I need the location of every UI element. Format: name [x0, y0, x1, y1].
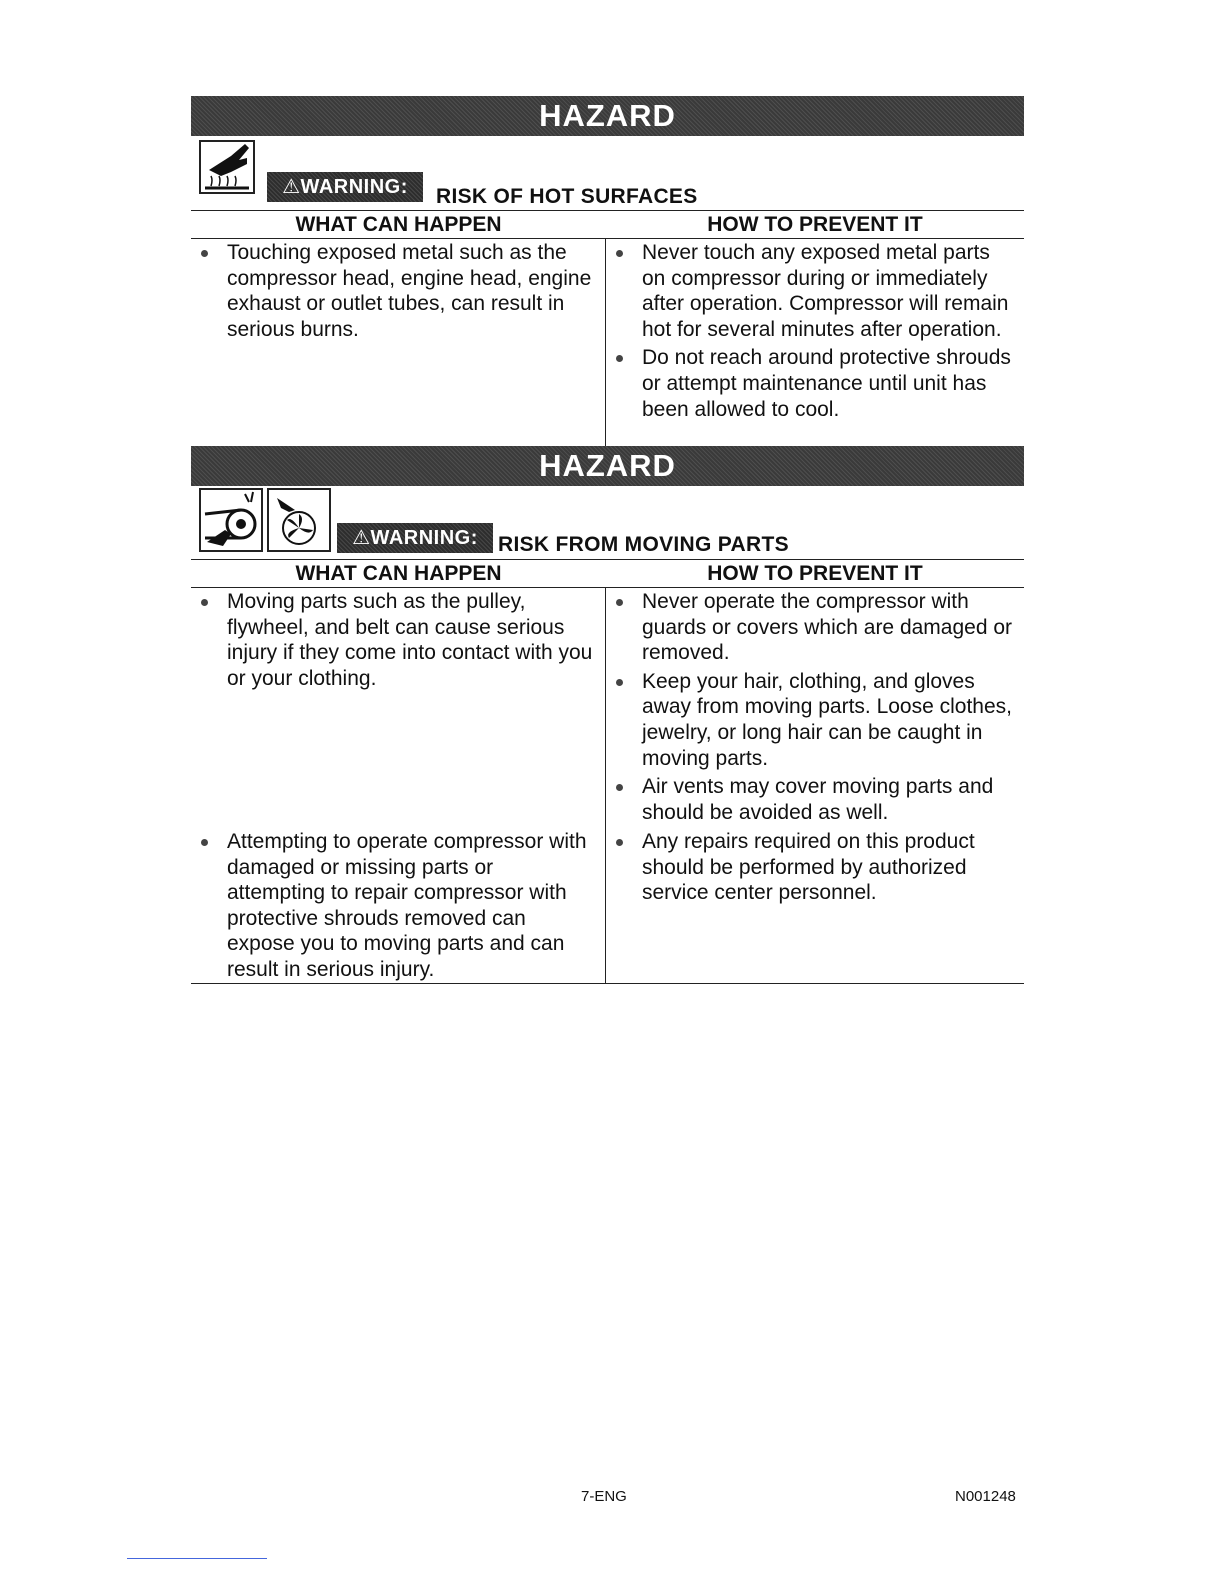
- risk-title: RISK OF HOT SURFACES: [436, 185, 698, 208]
- risk-title: RISK FROM MOVING PARTS: [498, 533, 789, 556]
- what-can-happen-cell: [191, 240, 596, 345]
- hazard-table: [191, 210, 1024, 450]
- list-item: Touching exposed metal such as the compressor head, engine head, engine exhaust or outlet tubes, can result in serious burns.: [191, 240, 596, 342]
- hazard-banner: HAZARD: [191, 446, 1024, 486]
- list-item: Attempting to operate compressor with damaged or missing parts or attempting to repair compressor with protective shrouds removed can expose you to moving parts and can result in serious injury.: [191, 829, 596, 983]
- divider: [127, 1558, 267, 1559]
- list-item: Never touch any exposed metal parts on compressor during or immediately after operation. Compressor will remain hot for several minutes after operation.: [606, 240, 1016, 342]
- warning-badge: ⚠WARNING:: [267, 172, 423, 202]
- col-header-how-to-prevent: HOW TO PREVENT IT: [707, 213, 923, 236]
- hot-surface-hand-icon: [199, 140, 255, 194]
- warning-badge: ⚠WARNING:: [337, 523, 493, 553]
- warning-row: [191, 140, 1024, 210]
- list-item: Air vents may cover moving parts and should be avoided as well.: [606, 774, 1016, 825]
- belt-pulley-hand-icon: [199, 488, 263, 552]
- how-to-prevent-cell: [606, 589, 1016, 828]
- what-can-happen-cell: [191, 589, 596, 694]
- hazard-table: [191, 559, 1024, 984]
- how-to-prevent-cell: [606, 829, 1016, 909]
- list-item: Keep your hair, clothing, and gloves away from moving parts. Loose clothes, jewelry, or long hair can be caught in moving parts.: [606, 669, 1016, 771]
- page-number: 7-ENG: [581, 1488, 627, 1505]
- what-can-happen-cell: [191, 829, 596, 986]
- fan-hand-icon: [267, 488, 331, 552]
- col-header-what-can-happen: WHAT CAN HAPPEN: [295, 213, 502, 236]
- how-to-prevent-cell: [606, 240, 1016, 425]
- col-header-what-can-happen: WHAT CAN HAPPEN: [295, 562, 502, 585]
- warning-row: [191, 488, 1024, 560]
- list-item: Any repairs required on this product should be performed by authorized service center personnel.: [606, 829, 1016, 906]
- list-item: Moving parts such as the pulley, flywheel, and belt can cause serious injury if they come into contact with you or your clothing.: [191, 589, 596, 691]
- hazard-banner: HAZARD: [191, 96, 1024, 136]
- list-item: Never operate the compressor with guards or covers which are damaged or removed.: [606, 589, 1016, 666]
- document-code: N001248: [955, 1488, 1016, 1505]
- list-item: Do not reach around protective shrouds or attempt maintenance until unit has been allowed to cool.: [606, 345, 1016, 422]
- col-header-how-to-prevent: HOW TO PREVENT IT: [707, 562, 923, 585]
